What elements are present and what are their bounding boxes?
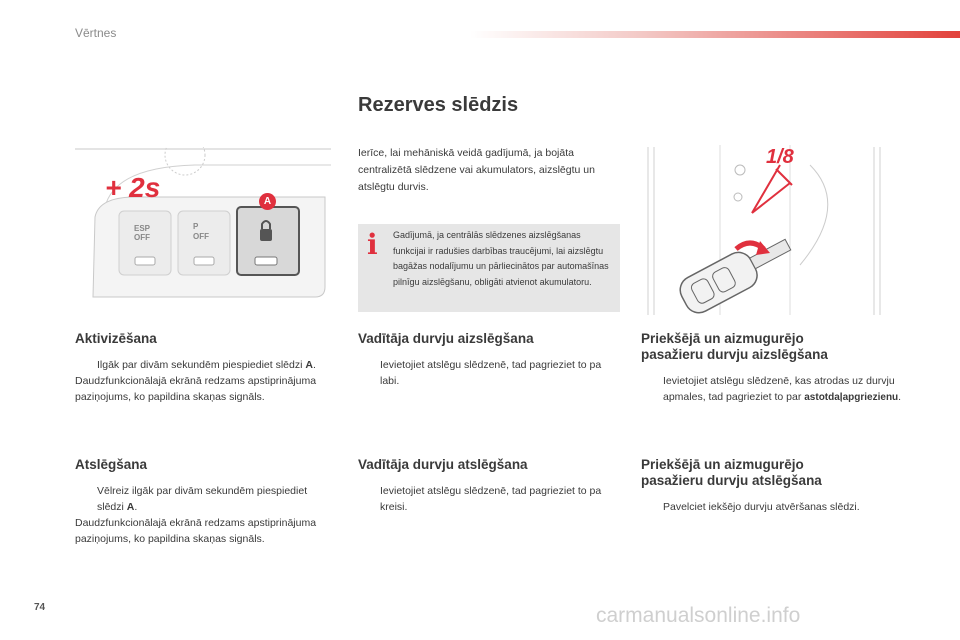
- unlocking-bullet-bold: A: [126, 501, 135, 513]
- section-driver-unlock: [358, 457, 618, 515]
- passenger-unlock-bullet-text: Pavelciet iekšējo durvju atvēršanas slēdzi.: [663, 501, 860, 513]
- unlocking-bullet-end: .: [134, 501, 138, 513]
- park-label-line2: OFF: [193, 232, 209, 241]
- esp-label-line2: OFF: [134, 233, 150, 242]
- intro-text: Ierīce, lai mehāniskā veidā gadījumā, ja bojāta centralizētā slēdzene vai akumulators, aizslēgtu un atslēgtu durvis.: [358, 147, 595, 193]
- unlocking-paragraph: Daudzfunkcionālajā ekrānā redzams apstiprinājuma paziņojums, ko papildina skaņas signāls.: [75, 517, 317, 545]
- driver-lock-bullet: [358, 357, 618, 389]
- passenger-unlock-title-2: pasažieru durvju atslēgšana: [641, 473, 822, 488]
- passenger-lock-bullet-end: .: [898, 391, 902, 403]
- header-accent-bar: [470, 31, 960, 38]
- section-unlocking: [75, 457, 325, 547]
- park-assist-label: [193, 222, 219, 242]
- activation-paragraph: Daudzfunkcionālajā ekrānā redzams apstiprinājuma paziņojums, ko papildina skaņas signāls.: [75, 375, 317, 403]
- activation-bullet-end: .: [312, 359, 316, 371]
- driver-lock-title: Vadītāja durvju aizslēgšana: [358, 331, 534, 346]
- page-title: Rezerves slēdzis: [358, 94, 519, 116]
- section-header: Vērtnes: [75, 26, 117, 40]
- activation-bullet-text: Ilgāk par divām sekundēm piespiediet slēdzi: [97, 359, 306, 371]
- info-box-text: Gadījumā, ja centrālās slēdzenes aizslēgšanas funkcijai ir radušies darbības traucējumi, lai aizslēgtu bagāžas nodalījumu un pārliecinātos par automašīnas pilnīgu aizslēgšanu, obligāti atvienot akumulatoru.: [393, 230, 609, 287]
- esp-label: [129, 224, 155, 242]
- passenger-lock-bullet: [641, 373, 906, 406]
- activation-bullet: [75, 357, 325, 373]
- door-key-illustration: [640, 145, 902, 317]
- info-icon: i: [367, 228, 378, 261]
- section-passenger-lock: [641, 331, 906, 406]
- watermark: carmanualsonline.info: [596, 604, 801, 627]
- park-label-line1: P: [193, 222, 199, 231]
- section-driver-lock: [358, 331, 618, 389]
- door-key-drawing: [640, 145, 902, 317]
- driver-unlock-bullet: [358, 483, 618, 515]
- fraction-label: 1/8: [766, 146, 794, 168]
- callout-a: [259, 193, 276, 210]
- activation-title: Aktivizēšana: [75, 331, 157, 346]
- callout-a-label: A: [263, 196, 272, 207]
- unlocking-bullet: [75, 483, 325, 515]
- activation-bullet-bold: A: [305, 359, 313, 371]
- page-number: 74: [34, 602, 46, 613]
- unlocking-bullet-text: Vēlreiz ilgāk par divām sekundēm piespiediet slēdzi: [97, 485, 308, 513]
- passenger-unlock-bullet: [641, 499, 906, 515]
- section-passenger-unlock: [641, 457, 906, 515]
- badge-plus-2s: + 2s: [105, 172, 161, 203]
- passenger-lock-title-2: pasažieru durvju aizslēgšana: [641, 347, 828, 362]
- driver-unlock-title: Vadītāja durvju atslēgšana: [358, 457, 528, 472]
- driver-unlock-bullet-text: Ievietojiet atslēgu slēdzenē, tad pagrieziet to pa kreisi.: [380, 485, 602, 513]
- passenger-lock-title-1: Priekšējā un aizmugurējo: [641, 331, 804, 346]
- driver-lock-bullet-text: Ievietojiet atslēgu slēdzenē, tad pagrieziet to pa labi.: [380, 359, 602, 387]
- esp-label-line1: ESP: [133, 224, 150, 233]
- passenger-lock-bullet-text: Ievietojiet atslēgu slēdzenē, kas atrodas uz durvju apmales, tad pagrieziet to par: [663, 375, 895, 403]
- unlocking-title: Atslēgšana: [75, 457, 148, 472]
- passenger-lock-bullet-bold: astotdaļapgriezienu: [804, 392, 899, 403]
- passenger-unlock-title-1: Priekšējā un aizmugurējo: [641, 457, 804, 472]
- section-activation: [75, 331, 325, 405]
